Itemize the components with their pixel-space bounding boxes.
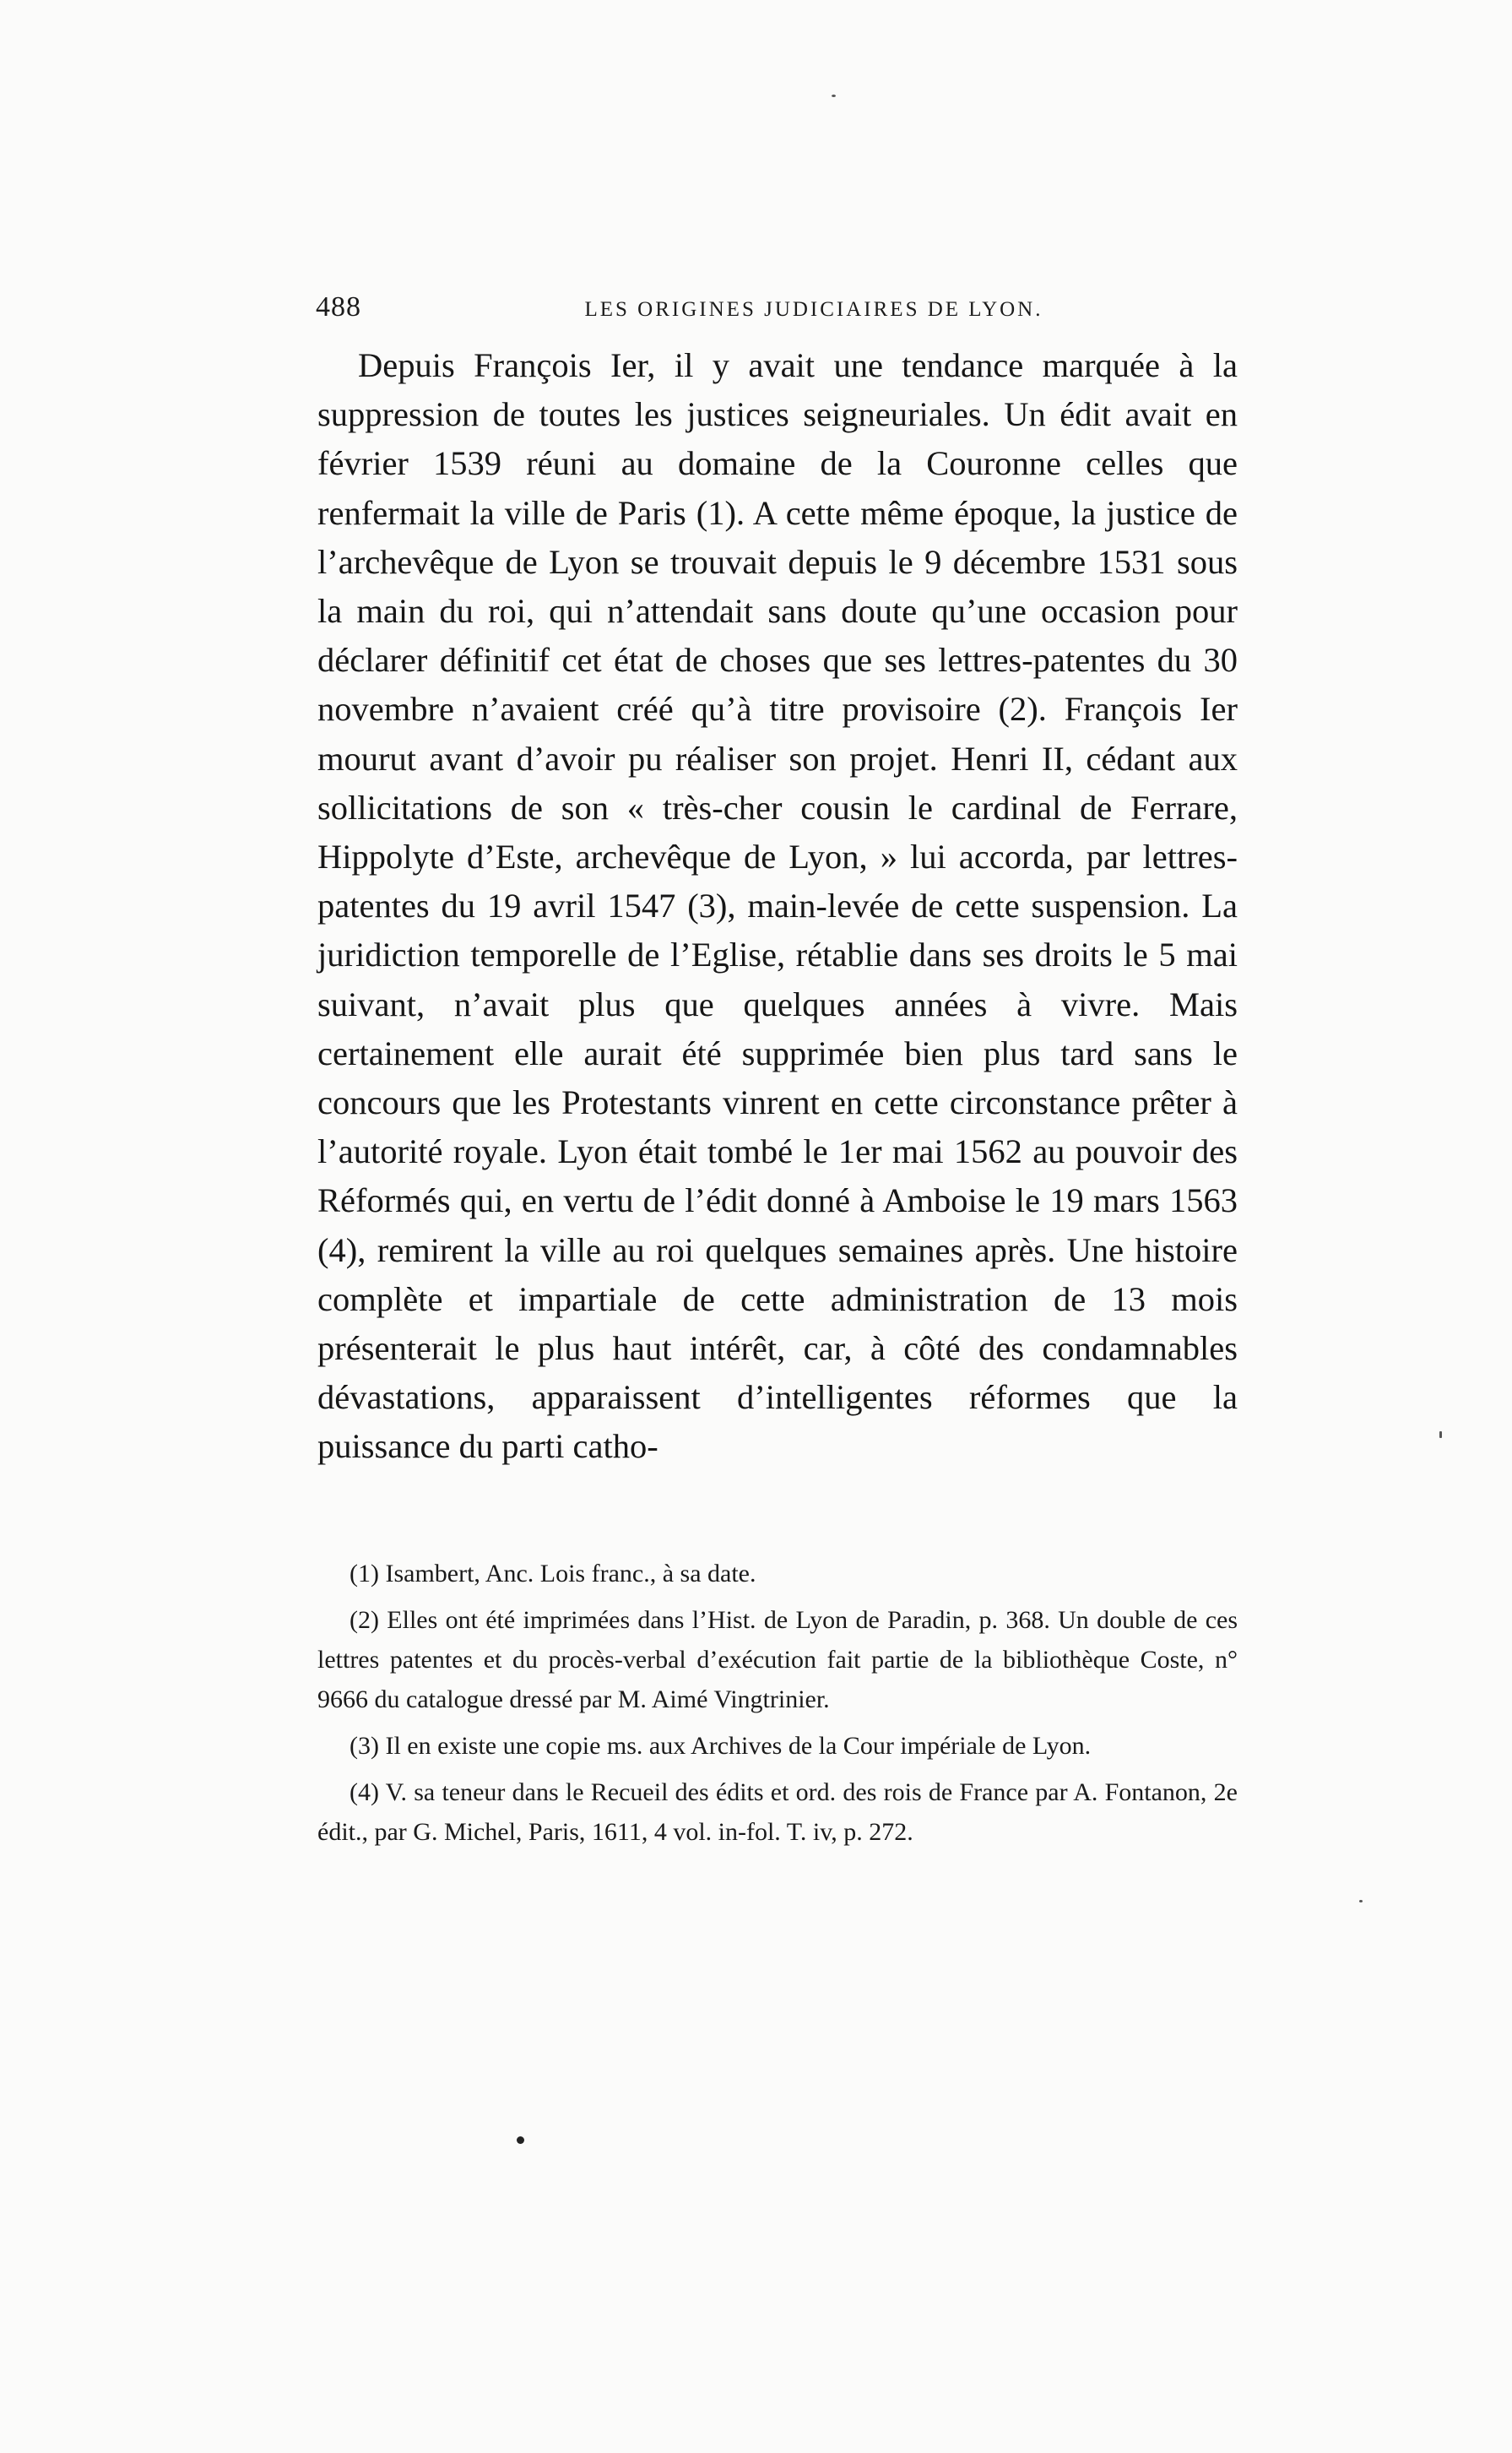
paper-speck bbox=[832, 95, 836, 97]
running-head bbox=[316, 291, 1202, 334]
body-paragraph: Depuis François Ier, il y avait une tendance marquée à la suppression de toutes les justices seigneuriales. Un édit avait en février 1539 réuni au domaine de la Couronne celles que renfermait la ville de Paris (1). A cette même époque, la justice de l’archevêque de Lyon se trouvait depuis le 9 décembre 1531 sous la main du roi, qui n’attendait sans doute qu’une occasion pour déclarer définitif cet état de choses que ses lettres-patentes du 30 novembre n’avaient créé qu’à titre provisoire (2). François Ier mourut avant d’avoir pu réaliser son projet. Henri II, cédant aux sollicitations de son « très-cher cousin le cardinal de Ferrare, Hippolyte d’Este, archevêque de Lyon, » lui accorda, par lettres-patentes du 19 avril 1547 (3), main-levée de cette suspension. La juridiction temporelle de l’Eglise, rétablie dans ses droits le 5 mai suivant, n’avait plus que quelques années à vivre. Mais certainement elle aurait été supprimée bien plus tard sans le concours que les Protestants vinrent en cette circonstance prêter à l’autorité royale. Lyon était tombé le 1er mai 1562 au pouvoir des Réformés qui, en vertu de l’édit donné à Amboise le 19 mars 1563 (4), remirent la ville au roi quelques semaines après. Une histoire complète et impartiale de cette administration de 13 mois présenterait le plus haut intérêt, car, à côté des condamnables dévastations, apparaissent d’intelligentes réformes que la puissance du parti catho- bbox=[317, 346, 1238, 1466]
footnote-2: (2) Elles ont été imprimées dans l’Hist. de Lyon de Paradin, p. 368. Un double de ces lettres patentes et du procès-verbal d’exécution fait partie de la bibliothèque Coste, n° 9666 du catalogue dressé par M. Aimé Vingtrinier. bbox=[317, 1606, 1238, 1713]
footnote-1: (1) Isambert, Anc. Lois franc., à sa date. bbox=[350, 1560, 756, 1587]
page-number: 488 bbox=[316, 291, 361, 323]
footnote-3: (3) Il en existe une copie ms. aux Archives de la Cour impériale de Lyon. bbox=[350, 1732, 1092, 1760]
running-title: LES ORIGINES JUDICIAIRES DE LYON. bbox=[584, 298, 1043, 321]
footnote-4: (4) V. sa teneur dans le Recueil des édits et ord. des rois de France par A. Fontanon, 2e édit., par G. Michel, Paris, 1611, 4 vol. in-fol. T. iv, p. 272. bbox=[317, 1778, 1238, 1846]
paper-speck bbox=[1439, 1431, 1442, 1438]
paper-speck bbox=[1359, 1900, 1363, 1902]
ink-dot bbox=[517, 2136, 524, 2144]
footnotes bbox=[317, 1554, 1238, 1859]
